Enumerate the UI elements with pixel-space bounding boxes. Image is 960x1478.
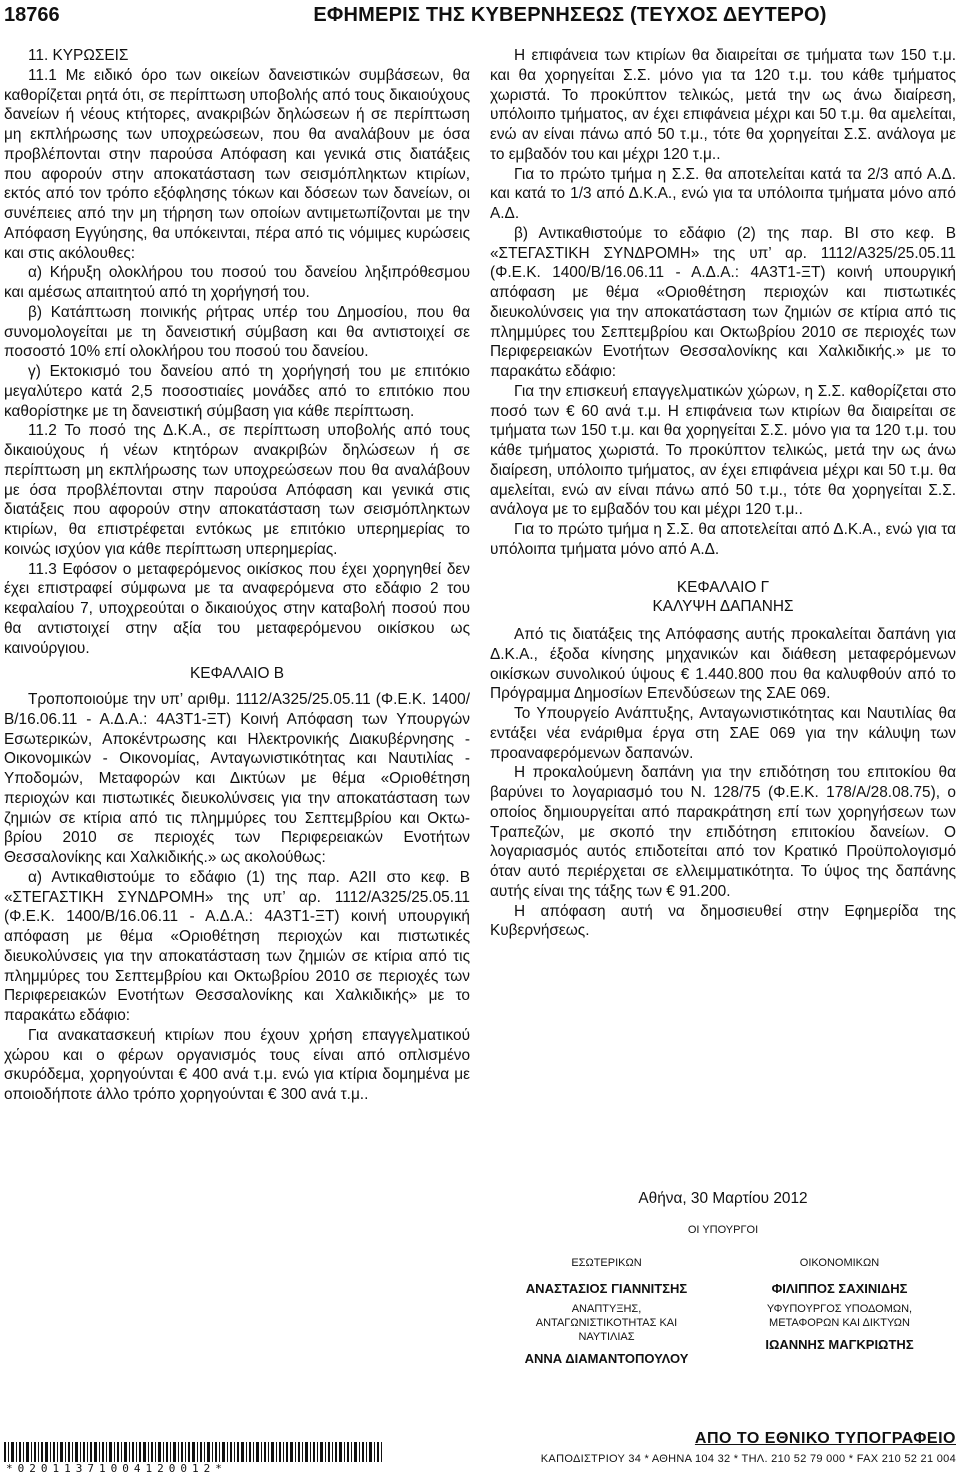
chapter-heading: ΚΕΦΑΛΑΙΟ Β <box>190 665 284 683</box>
signer-ministry: ΑΝΑΠΤΥΞΗΣ, ΑΝΤΑΓΩΝΙΣΤΙΚΟΤΗΤΑΣ ΚΑΙ ΝΑΥΤΙΛΙΑΣ <box>535 1303 678 1343</box>
paragraph: α) Κήρυξη ολοκλήρου του ποσού του δανείου ληξιπρόθεσμου και αμέσως απαιτητού από τη χορήγησή του. <box>4 264 470 301</box>
chapter-heading: ΚΕΦΑΛΑΙΟ Γ <box>676 578 770 596</box>
paragraph: Για ανακατασκευή κτιρίων που έχουν χρήση επαγγελματικού χώρου και ο φέρων οργανισμός τους είναι από οπλισμένο σκυρόδεμα, χορηγούνται € 400 ανά τ.μ. ενώ για κτίρια δομημένα με οποιοδήποτε άλλο τρόπο χορηγούνται € 300 ανά τ.μ.. <box>4 1026 470 1103</box>
page-header <box>4 4 956 38</box>
signer-ministry: ΥΦΥΠΟΥΡΓΟΣ ΥΠΟΔΟΜΩΝ, ΜΕΤΑΦΟΡΩΝ ΚΑΙ ΔΙΚΤΥΩΝ <box>766 1303 913 1329</box>
signer-name: ΦΙΛΙΠΠΟΣ ΣΑΧΙΝΙΔΗΣ <box>771 1281 908 1296</box>
printer-address: ΚΑΠΟΔΙΣΤΡΙΟΥ 34 * ΑΘΗΝΑ 104 32 * ΤΗΛ. 210 52 79 000 * FAX 210 52 21 004 <box>540 1453 956 1465</box>
signer-name: ΑΝΝΑ ΔΙΑΜΑΝΤΟΠΟΥΛΟΥ <box>524 1351 689 1366</box>
paragraph: Τροποποιούμε την υπ’ αριθμ. 1112/Α325/25.05.11 (Φ.Ε.Κ. 1400/Β/16.06.11 - Α.Δ.Α.: 4Α3Τ1-ΞΤ) Κοινή Απόφαση των Υπουργών Εσωτερικών, Αποκέντρωσης και Ηλεκτρονικής Διακυβέρνησης - Οικονομικών - Οικονομίας, Ανταγωνιστικότητας και Ναυτιλίας - Υποδομών, Μεταφορών και Δικτύων με θέμα «Οριοθέτηση περιοχών και πιστωτικές διευκολύνσεις για την αποκατάσταση των ζημιών σε κτίρια από τις πλημμύρες του Σεπτεμβρίου και Οκτωβρίου 2010 σε περιοχές των Περιφερειακών Ενοτήτων Θεσσαλονίκης και Χαλκιδικής.» ως ακολούθως: <box>4 691 470 866</box>
signature-block <box>723 1256 956 1298</box>
left-column <box>4 46 470 1105</box>
paragraph: γ) Εκτοκισμό του δανείου από τη χορήγησή του με επιτόκιο μεγαλύτερο κατά 2,5 ποσοστιαίες μονάδες από το επιτόκιο που καθορίστηκε με τη δανειστική σύμβαση για κάθε περίπτωση. <box>4 363 470 420</box>
signature-block <box>490 1302 723 1368</box>
barcode-number: *02011371004120012* <box>6 1462 227 1475</box>
right-column <box>490 46 956 941</box>
paragraph: Από τις διατάξεις της Απόφασης αυτής προκαλείται δαπάνη για Δ.Κ.Α., έξοδα κίνησης μηχανικών και διάθεση μεταφερόμενων οικίσκων συνολικού ύψους € 1.440.800 που θα καλυφθούν από το Πρόγραμμα Δημοσίων Επενδύσεων της ΣΑΕ 069. <box>490 626 956 703</box>
chapter-subheading: ΚΑΛΥΨΗ ΔΑΠΑΝΗΣ <box>652 598 794 616</box>
paragraph: Η απόφαση αυτή να δημοσιευθεί στην Εφημερίδα της Κυβερνήσεως. <box>490 902 956 940</box>
paragraph: β) Αντικαθιστούμε το εδάφιο (2) της παρ. ΒΙ στο κεφ. Β «ΣΤΕΓΑΣΤΙΚΗ ΣΥΝΔΡΟΜΗ» της υπ’ αρ. 1112/Α325/25.05.11 (Φ.Ε.Κ. 1400/Β/16.06.11 - Α.Δ.Α.: 4Α3Τ1-ΞΤ) κοινή υπουργική απόφαση με θέμα «Οριοθέτηση περιοχών και πιστωτικές διευκολύνσεις για την αποκατάσταση των ζημιών σε κτίρια από τις πλημμύρες του Σεπτεμβρίου και Οκτωβρίου 2010 σε περιοχές των Περιφερειακών Ενοτήτων Θεσσαλονίκης και Χαλκιδικής.» με το παρακάτω εδάφιο: <box>490 224 956 380</box>
signer-ministry: ΟΙΚΟΝΟΜΙΚΩΝ <box>799 1257 880 1269</box>
paragraph: Η προκαλούμενη δαπάνη για την επιδότηση του επιτοκίου θα βαρύνει το λογαριασμό του Ν. 128/75 (Φ.Ε.Κ. 178/Α/28.08.75), ο οποίος δημιουργείται από παρακράτηση επί των χορηγήσεων των Τραπεζών, με σκοπό την επιδότηση επιτοκίου δανείων. Ο λογαριασμός αυτός επιδοτείται από τον Κρατικό Προϋπολογισμό όταν αυτό περιέρχεται σε ελλειμματικότητα. Το ύψος της δαπάνης αυτής είναι της τάξης των € 91.200. <box>490 764 956 900</box>
paragraph: Το Υπουργείο Ανάπτυξης, Ανταγωνιστικότητας και Ναυτιλίας θα εντάξει νέα ενάριθμα έργα στη ΣΑΕ 069 για την κάλυψη των προαναφερόμενων δαπανών. <box>490 705 956 762</box>
section-heading: 11. ΚΥΡΩΣΕΙΣ <box>28 47 129 64</box>
paragraph: Για την επισκευή επαγγελματικών χώρων, η Σ.Σ. καθορίζεται στο ποσό των € 60 ανά τ.μ. Η επιφάνεια των κτιρίων θα διαιρείται σε τμήματα των 150 τ.μ. και θα χορηγείται Σ.Σ. μόνο για τα 120 τ.μ. του κάθε τμήματος χωριστά. Το προκύπτον τελικώς, μετά την ως άνω διαίρεση, υπόλοιπο τμήματος, αν έχει επιφάνεια μέχρι και 50 τ.μ. θα αμελείται, ενώ αν είναι πάνω από 50 τ.μ., τότε θα χορηγείται Σ.Σ. ανάλογα με το εμβαδόν του και μέχρι 120 τ.μ.. <box>490 382 956 519</box>
paragraph: 11.3 Εφόσον ο μεταφερόμενος οικίσκος που έχει χορηγηθεί δεν έχει επιστραφεί σύμφωνα με τα αναφερόμενα στο εδάφιο 2 του κεφαλαίου 7, υποχρεούται ο δικαιούχος στην καταβολή ποσού που θα αντιστοιχεί στην αξία του μεταφερόμενου οικίσκου ως καινούργιου. <box>4 560 470 657</box>
ministers-label: ΟΙ ΥΠΟΥΡΓΟΙ <box>687 1224 759 1236</box>
signer-ministry: ΕΣΩΤΕΡΙΚΩΝ <box>571 1257 642 1269</box>
signature-block <box>723 1302 956 1354</box>
printer-name: ΑΠΟ ΤΟ ΕΘΝΙΚΟ ΤΥΠΟΓΡΑΦΕΙΟ <box>694 1430 956 1447</box>
signature-date: Αθήνα, 30 Μαρτίου 2012 <box>638 1190 808 1207</box>
paragraph: 11.1 Με ειδικό όρο των οικείων δανειστικών συμβάσεων, θα καθορίζεται ρητά ότι, σε περίπτωση υποβολής από τους δικαιούχους δανείων ή νέους κτήτορες, ανακριβών δηλώσεων ή σε περίπτωση μη εκπλήρωσης των υποχρεώσεων, που θα αναλάβουν με όσα προβλέπονται στην παρούσα Απόφαση και γενικά στις διατάξεις που αφορούν στην αποκατάσταση των σεισμόπληκτων κτιρίων, εκτός από τον τρόπο εξόφλησης τόκων και δόσεων των δανείων, οι συνέπειες από την μη τήρηση των οποίων αντιμετωπίζονται με την Απόφαση Εγγύησης, θα υπόκεινται, πέρα από τις νόμιμες κυρώσεις και στις ακόλουθες: <box>4 66 470 262</box>
paragraph: β) Κατάπτωση ποινικής ρήτρας υπέρ του Δημοσίου, που θα συνομολογείται με τη δανειστική σύμβαση και θα αντιστοιχεί σε ποσοστό 10% επί ολοκλήρου του ποσού του δανείου. <box>4 303 470 361</box>
paragraph: Η επιφάνεια των κτιρίων θα διαιρείται σε τμήματα των 150 τ.μ. και θα χορηγείται Σ.Σ. μόνο για τα 120 τ.μ. του κάθε τμήματος χωριστά. Το προκύπτον τελικώς, μετά την ως άνω διαίρεση, υπόλοιπο τμήματος, αν έχει επιφάνεια μέχρι και 50 τ.μ. θα αμελείται, ενώ αν είναι πάνω από 50 τ.μ., τότε θα χορηγείται Σ.Σ. ανάλογα με το εμβαδόν του και μέχρι 120 τ.μ.. <box>490 47 956 163</box>
paragraph: 11.2 Το ποσό της Δ.Κ.Α., σε περίπτωση υποβολής από τους δικαιούχους ή νέων κτητόρων ανακριβών δηλώσεων ή σε περίπτωση μη εκπλήρωσης των υποχρεώσεων που θα αναλάβουν με όσα προβλέπονται στην παρούσα Απόφαση και γενικά στις διατάξεις που αφορούν στην αποκατάσταση των σεισμόπληκτων κτιρίων, θα επιστρέφεται εντόκως με επιτόκιο υπερημερίας το κοινώς ισχύον για κάθε περίπτωση υπερημερίας. <box>4 422 470 558</box>
signature-block <box>490 1256 723 1298</box>
paragraph: Για το πρώτο τμήμα η Σ.Σ. θα αποτελείται από Δ.Κ.Α., ενώ για τα υπόλοιπα τμήματα μόνο από Α.Δ. <box>490 521 956 558</box>
paragraph: α) Αντικαθιστούμε το εδάφιο (1) της παρ. Α2ΙΙ στο κεφ. Β «ΣΤΕΓΑΣΤΙΚΗ ΣΥΝΔΡΟΜΗ» της υπ’ αρ. 1112/Α325/25.05.11 (Φ.Ε.Κ. 1400/Β/16.06.11 - Α.Δ.Α.: 4Α3Τ1-ΞΤ) κοινή υπουργική απόφαση με θέμα «Οριοθέτηση περιοχών και πιστωτικές διευκολύνσεις για την αποκατάσταση των ζημιών σε κτίρια από τις πλημμύρες του Σεπτεμβρίου και Οκτωβρίου 2010 σε περιοχές των Περιφερειακών Ενοτήτων Θεσσαλονίκης και Χαλκιδικής» με το παρακάτω εδάφιο: <box>4 868 470 1024</box>
paragraph: Για το πρώτο τμήμα η Σ.Σ. θα αποτελείται κατά τα 2/3 από Α.Δ. και κατά το 1/3 από Δ.Κ.Α., ενώ για τα υπόλοιπα τμήματα μόνο από Α.Δ. <box>490 165 956 222</box>
gazette-title: ΕΦΗΜΕΡΙΣ ΤΗΣ ΚΥΒΕΡΝΗΣΕΩΣ (ΤΕΥΧΟΣ ΔΕΥΤΕΡΟ) <box>313 4 827 26</box>
signer-name: ΑΝΑΣΤΑΣΙΟΣ ΓΙΑΝΝΙΤΣΗΣ <box>525 1281 688 1296</box>
page-number: 18766 <box>4 4 60 26</box>
signer-name: ΙΩΑΝΝΗΣ ΜΑΓΚΡΙΩΤΗΣ <box>765 1337 914 1352</box>
